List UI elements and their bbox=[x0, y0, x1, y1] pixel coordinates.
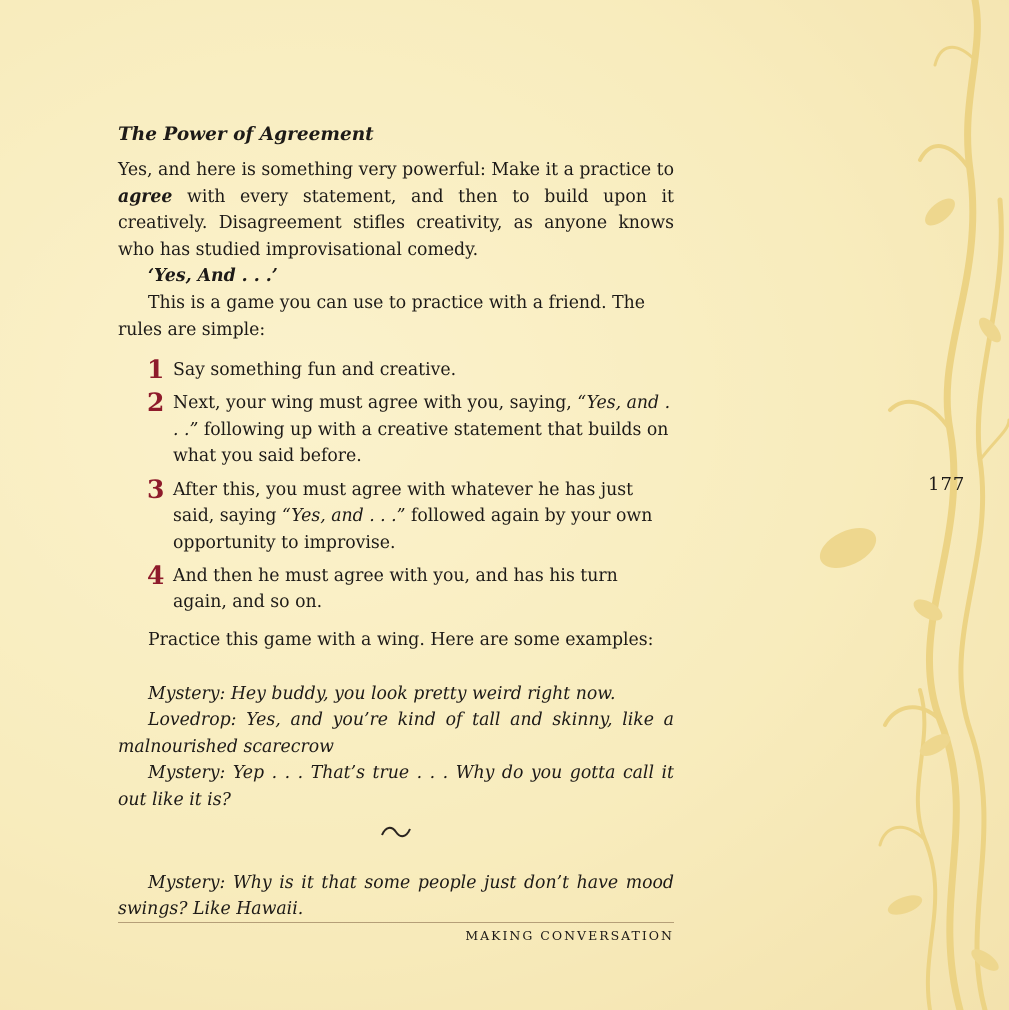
rule-number: 1 bbox=[147, 355, 165, 385]
rule-item bbox=[118, 560, 674, 616]
dialogue-line: Mystery: Why is it that some people just don’t have mood swings? Like Hawaii. bbox=[118, 872, 674, 920]
rule-text: Say something fun and creative. bbox=[173, 360, 457, 381]
page-number: 177 bbox=[928, 474, 966, 495]
section-break-ornament bbox=[118, 824, 674, 870]
practice-paragraph: Practice this game with a wing. Here are some examples: bbox=[148, 630, 654, 650]
dialogue-line: Mystery: Yep . . . That’s true . . . Why do you gotta call it out like it is? bbox=[118, 763, 674, 810]
rule-item: 2 Next, your wing must agree with you, saying, “Yes, and . . .” following up with a creative statement that builds on what you said before. bbox=[147, 388, 671, 467]
rule-quote: “Yes, and . . .” bbox=[281, 506, 406, 527]
subheading-yes-and: ‘Yes, And . . .’ bbox=[148, 266, 278, 287]
decorative-vine-illustration bbox=[810, 0, 1009, 1010]
rule-quote: “Yes, and . . .” bbox=[173, 393, 671, 440]
game-intro-paragraph: This is a game you can use to practice with a friend. The rules are simple: bbox=[118, 292, 645, 340]
rule-item bbox=[118, 357, 674, 384]
rule-text: And then he must agree with you, and has his turn again, and so on. bbox=[173, 565, 618, 613]
page-content bbox=[118, 122, 674, 923]
emphasis-agree: agree bbox=[118, 186, 173, 207]
rule-item: 3 After this, you must agree with whatever he has just said, saying “Yes, and . . .” followed again by your own opportunity to improvise. bbox=[147, 474, 653, 553]
dialogue-line: Lovedrop: Yes, and you’re kind of tall and skinny, like a malnourished scarecrow bbox=[118, 710, 674, 757]
running-footer bbox=[118, 922, 674, 943]
rules-list bbox=[118, 357, 674, 616]
intro-paragraph: Yes, and here is something very powerful: Make it a practice to agree with every statement, and then to build upon it creatively. Disagreement stifles creativity, as anyone knows who has studied improvisational comedy. bbox=[118, 160, 674, 260]
footer-chapter-title: MAKING CONVERSATION bbox=[465, 928, 674, 943]
rule-number: 3 bbox=[147, 474, 165, 504]
dialogue-line: Mystery: Hey buddy, you look pretty weird right now. bbox=[148, 683, 616, 704]
section-heading: The Power of Agreement bbox=[118, 124, 374, 145]
rule-number: 4 bbox=[147, 560, 165, 590]
rule-number: 2 bbox=[147, 388, 165, 418]
swirl-ornament-icon bbox=[379, 824, 413, 840]
